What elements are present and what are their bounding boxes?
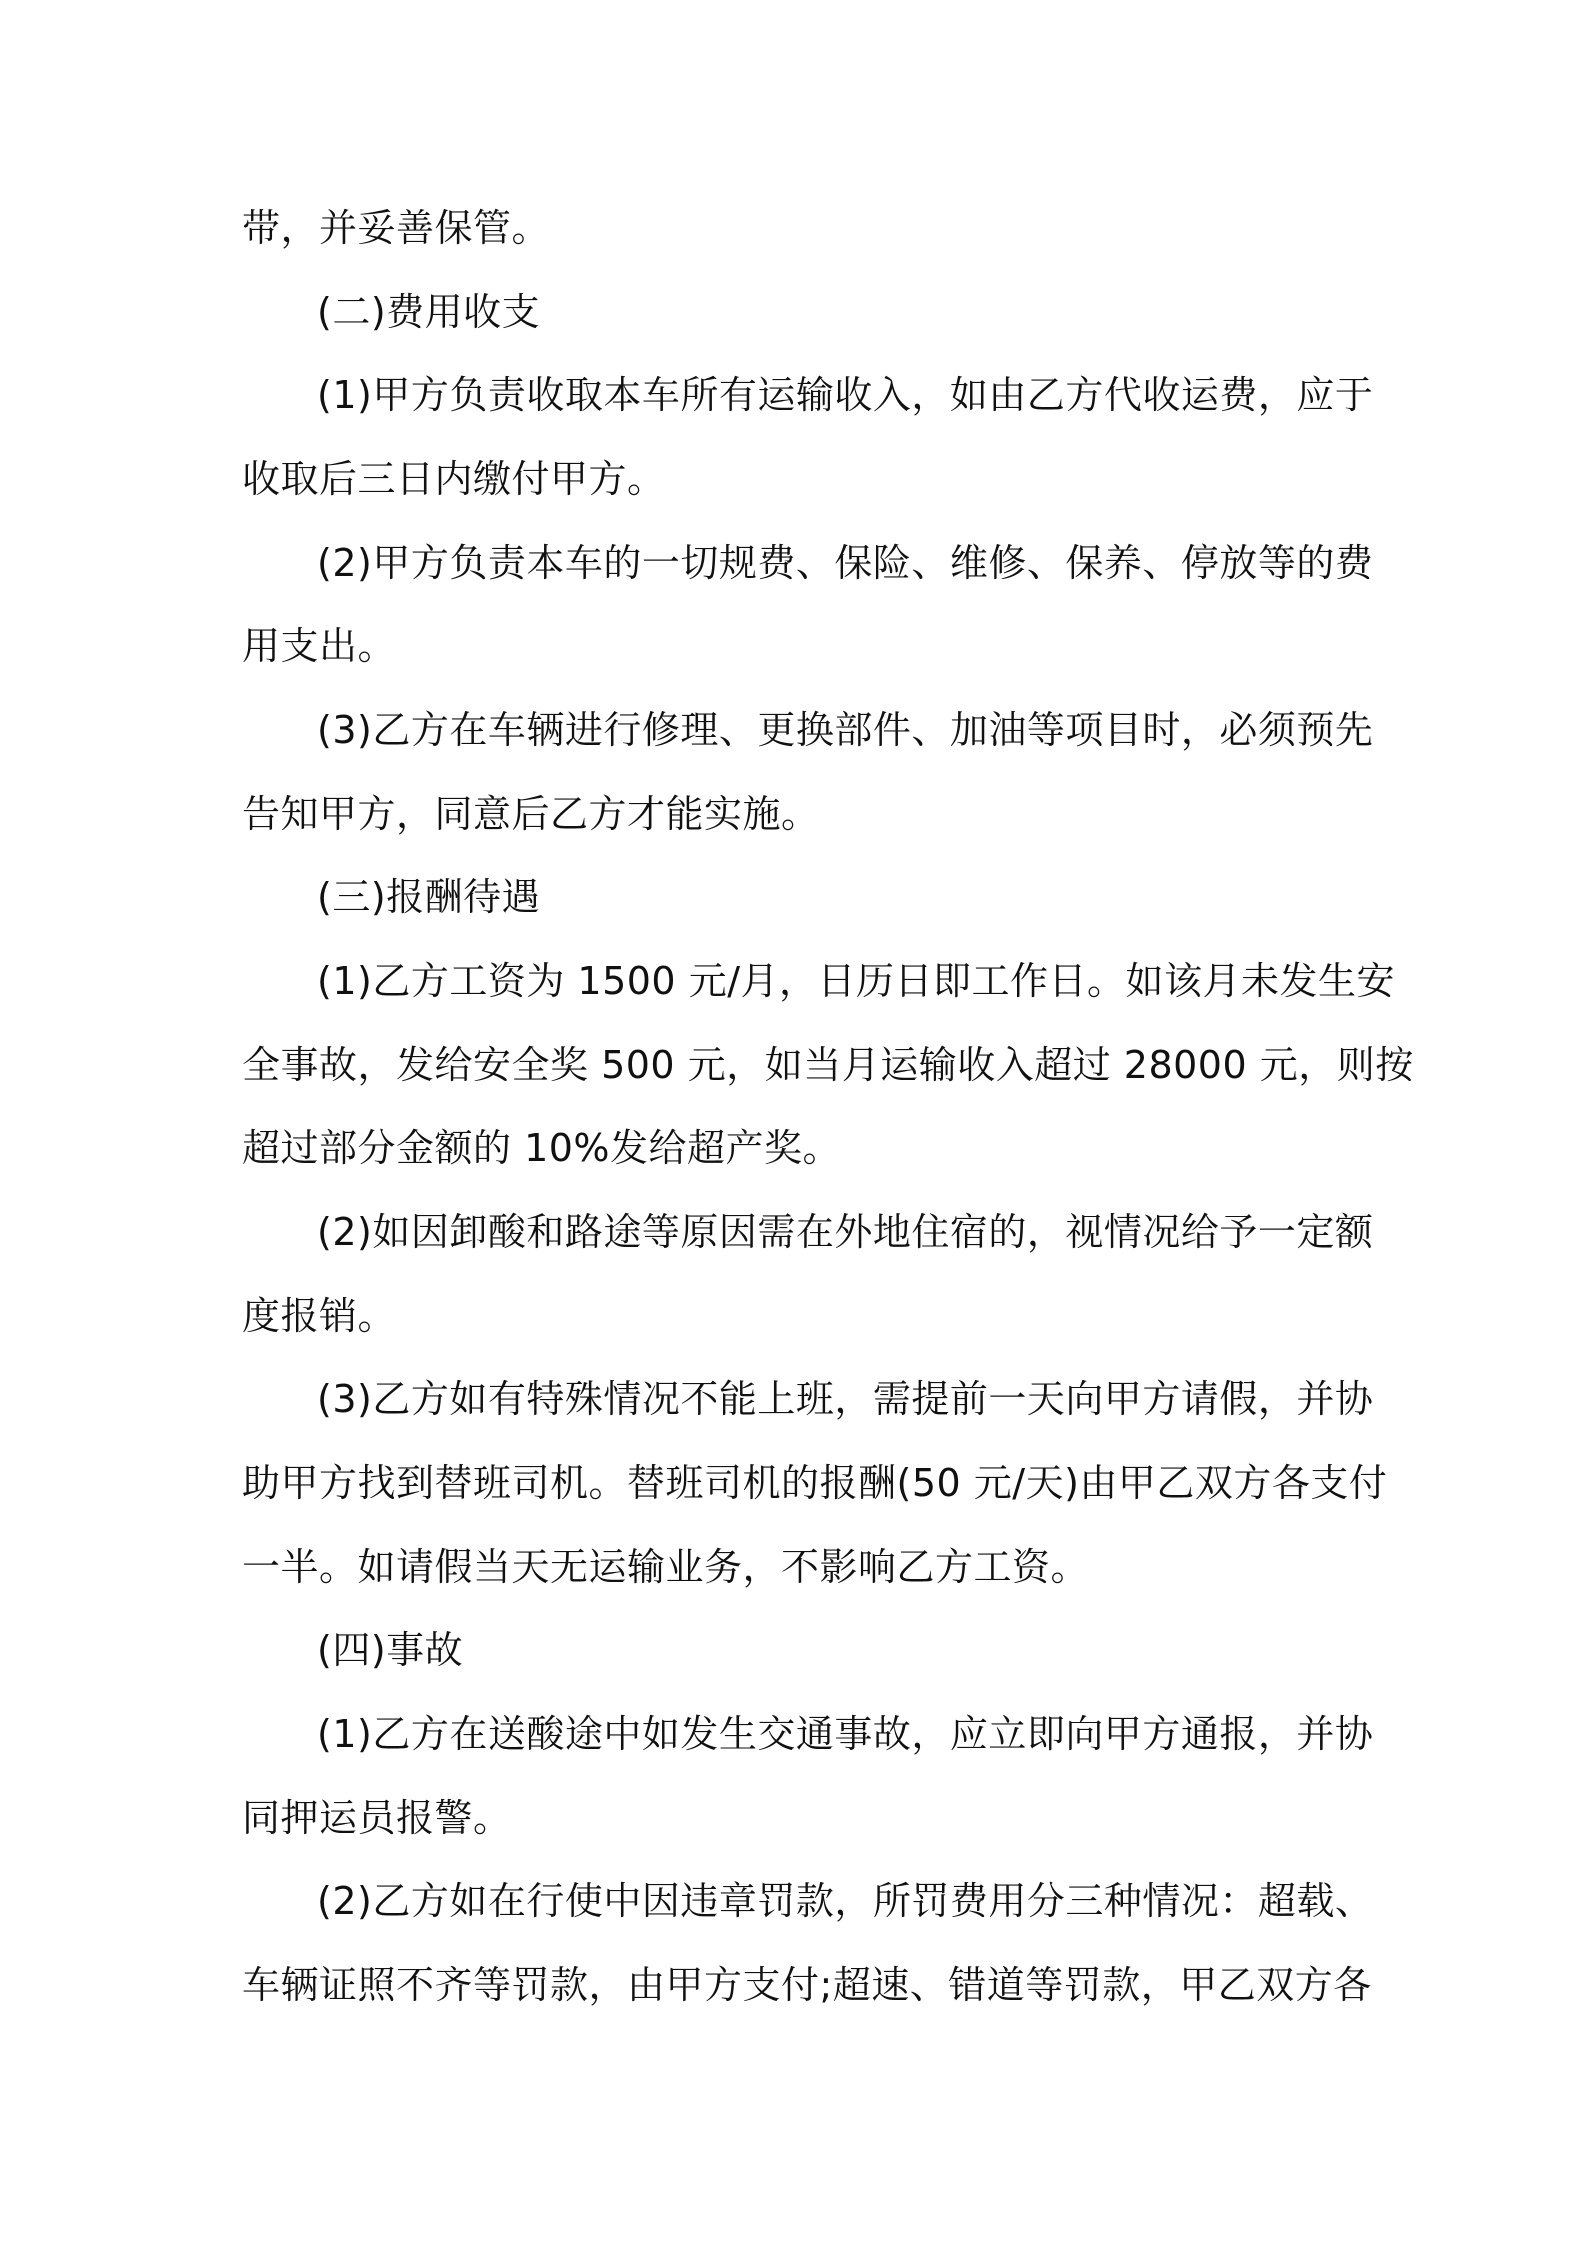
text-line: 车辆证照不齐等罚款，由甲方支付;超速、错道等罚款，甲乙双方各 [242,1963,1372,2007]
text-line: (2)如因卸酸和路途等原因需在外地住宿的，视情况给予一定额 [317,1210,1374,1254]
text-line: (1)乙方工资为 1500 元/月，日历日即工作日。如该月未发生安 [317,959,1395,1003]
text-line: (2)甲方负责本车的一切规费、保险、维修、保养、停放等的费 [317,541,1374,585]
text-line: 超过部分金额的 10%发给超产奖。 [242,1126,842,1170]
text-line: 告知甲方，同意后乙方才能实施。 [242,792,820,836]
text-line: (1)甲方负责收取本车所有运输收入，如由乙方代收运费，应于 [317,373,1374,417]
text-line: (3)乙方如有特殊情况不能上班，需提前一天向甲方请假，并协 [317,1377,1374,1421]
text-line: 带，并妥善保管。 [242,206,551,250]
text-line: 一半。如请假当天无运输业务，不影响乙方工资。 [242,1545,1090,1589]
text-line: 同押运员报警。 [242,1796,512,1840]
section-heading: (四)事故 [317,1628,464,1672]
section-heading: (二)费用收支 [317,290,541,334]
text-line: 助甲方找到替班司机。替班司机的报酬(50 元/天)由甲乙双方各支付 [242,1461,1388,1505]
text-line: (2)乙方如在行使中因违章罚款，所罚费用分三种情况：超载、 [317,1879,1374,1923]
text-line: 度报销。 [242,1294,397,1338]
text-line: (3)乙方在车辆进行修理、更换部件、加油等项目时，必须预先 [317,708,1374,752]
text-line: 用支出。 [242,624,397,668]
section-heading: (三)报酬待遇 [317,875,541,919]
text-line: 全事故，发给安全奖 500 元，如当月运输收入超过 28000 元，则按 [242,1043,1414,1087]
text-line: (1)乙方在送酸途中如发生交通事故，应立即向甲方通报，并协 [317,1712,1374,1756]
text-line: 收取后三日内缴付甲方。 [242,457,666,501]
